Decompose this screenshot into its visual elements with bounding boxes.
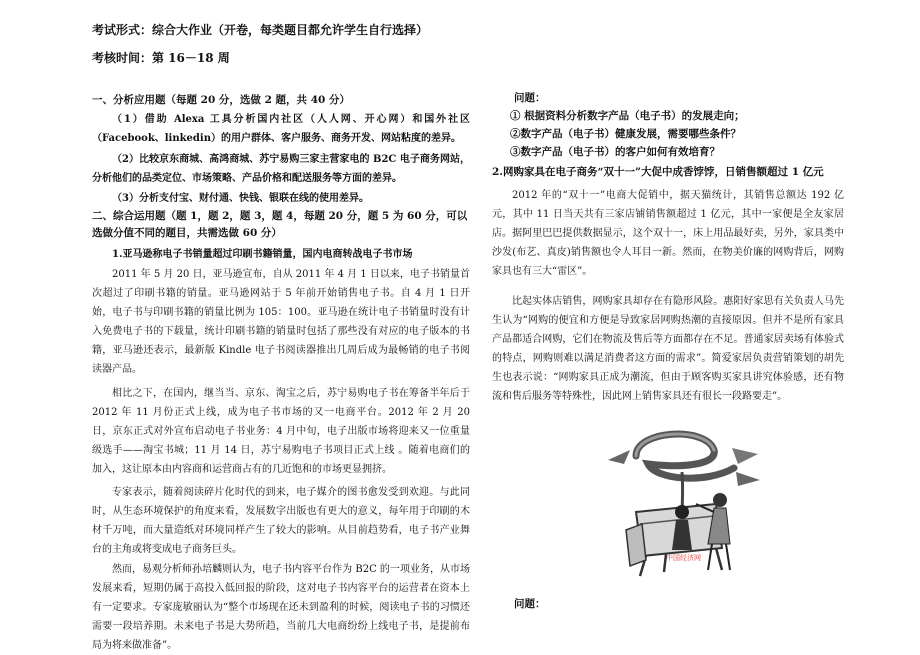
- case2-title: 2.网购家具在电子商务“双十一”大促中成香饽饽，日销售额超过 1 亿元: [492, 166, 824, 178]
- case1-question-2: ②数字产品（电子书）健康发展，需要哪些条件？: [510, 128, 741, 140]
- case1-paragraph-4: 然而，易观分析师孙培麟则认为，电子书内容平台作为 B2C 的一项业务，从市场发展来看，短期仍属于高投入低回报的阶段，这对电子书内容平台的运营者在资本上有一定要求。专家庞敏丽认为“整个市场现在还未到盈利的时候，阅读电子书的习惯还需要一段培养期。未来电子书是大势所趋，当前几大电商纷纷上线电子书，是提前布局为将来做准备”。: [92, 564, 470, 651]
- case1-title: 1.亚马逊称电子书销量超过印刷书籍销量，国内电商转战电子书市场: [112, 249, 413, 260]
- part1-q2: （2）比较京东商城、高鸿商城、苏宁易购三家主营家电的 B2C 电子商务网站，分析他们的品类定位、市场策略、产品价格和配送服务等方面的差异。: [92, 154, 470, 184]
- part1-q1: （1）借助 Alexa 工具分析国内社区（人人网、开心网）和国外社区（Facebook、linkedin）的用户群体、客户服务、商务开发、网站粘度的差异。: [92, 114, 470, 144]
- case1-paragraph-1: 2011 年 5 月 20 日，亚马逊宣布，自从 2011 年 4 月 1 日以来，电子书销量首次超过了印刷书籍的销量。亚马逊网站于 5 年前开始销售电子书。自 4 月 1 日开始，电子书与印刷书籍的销量比例为 105：100。亚马逊在统计电子书销量时没有计入免费电子书的下载量，统计印刷书籍的销量时包括了那些没有对应的电子版本的书籍，亚马逊还表示，最新版 Kindle 电子书阅读器推出几周后成为最畅销的电子书阅读器产品。: [92, 269, 470, 375]
- case1-question-label: 问题：: [514, 92, 546, 104]
- part1-title: 一、分析应用题（每题 20 分，选做 2 题，共 40 分）: [92, 94, 350, 106]
- case1-paragraph-2: 相比之下，在国内，继当当、京东、淘宝之后，苏宁易购电子书在筹备半年后于 2012 年 11 月份正式上线，成为电子书市场的又一电商平台。2012 年 2 月 20 日，京东正式对外宣布启动电子书业务：4 月中旬，电子出版市场将迎来又一位重量级选手——淘宝书城；11 月 14 日，苏宁易购电子书项目正式上线 。随着电商们的加入，这让原本由内容商和运营商占有的几近饱和的市场更显拥挤。: [92, 388, 470, 475]
- ecommerce-furniture-illustration: [596, 420, 772, 580]
- case1-question-3: ③数字产品（电子书）的客户如何有效培育？: [510, 146, 720, 158]
- case2-question-label: 问题：: [514, 598, 546, 610]
- exam-form: 考试形式：综合大作业（开卷，每类题目都允许学生自行选择）: [92, 23, 429, 37]
- part2-title: 二、综合运用题（题 1，题 2，题 3，题 4，每题 20 分，题 5 为 60 分，可以选做分值不同的题目，共需选做 60 分）: [92, 210, 468, 239]
- case1-question-1: ① 根据资料分析数字产品（电子书）的发展走向；: [510, 110, 745, 122]
- svg-text:中国经济网: 中国经济网: [666, 554, 701, 562]
- case2-paragraph-1: 2012 年的“双十一”电商大促销中，据天猫统计，其销售总额达 192 亿元，其中 11 日当天共有三家店铺销售额超过 1 亿元，其中一家便是全友家居店。据阿里巴巴提供数据显示，这个双十一，床上用品最好卖，另外，家具类中沙发(布艺、真皮)销售额也令人耳目一新。然而，在物美价廉的网购背后，网购家具也有三大“雷区”。: [492, 190, 844, 277]
- exam-time: 考核时间：第 16－18 周: [92, 51, 230, 65]
- case1-paragraph-3: 专家表示，随着阅读碎片化时代的到来，电子媒介的图书愈发受到欢迎。与此同时，从生态环境保护的角度来看，发展数字出版也有更大的意义，每年用于印刷的木材千万吨，而大量造纸对环境同样产生了较大的影响。从目前趋势看，电子书产业舞台的主角或将变成电子商务巨头。: [92, 487, 470, 555]
- part1-q3: （3）分析支付宝、财付通、快钱、银联在线的使用差异。: [112, 193, 369, 204]
- case2-paragraph-2: 比起实体店销售，网购家具却存在有隐形风险。惠阳好家思有关负责人马先生认为“网购的便宜和方便是导致家居网购热潮的直接原因。但并不是所有家具产品都适合网购，它们在物流及售后等方面都存在不足。普通家居卖场有体验式的特点，网购则难以满足消费者这方面的需求”。简爱家居负责营销策划的胡先生也表示说：“网购家具正成为潮流，但由于顾客购买家具讲究体验感，还有物流和售后服务等特殊性，因此网上销售家具还有很长一段路要走”。: [492, 296, 844, 402]
